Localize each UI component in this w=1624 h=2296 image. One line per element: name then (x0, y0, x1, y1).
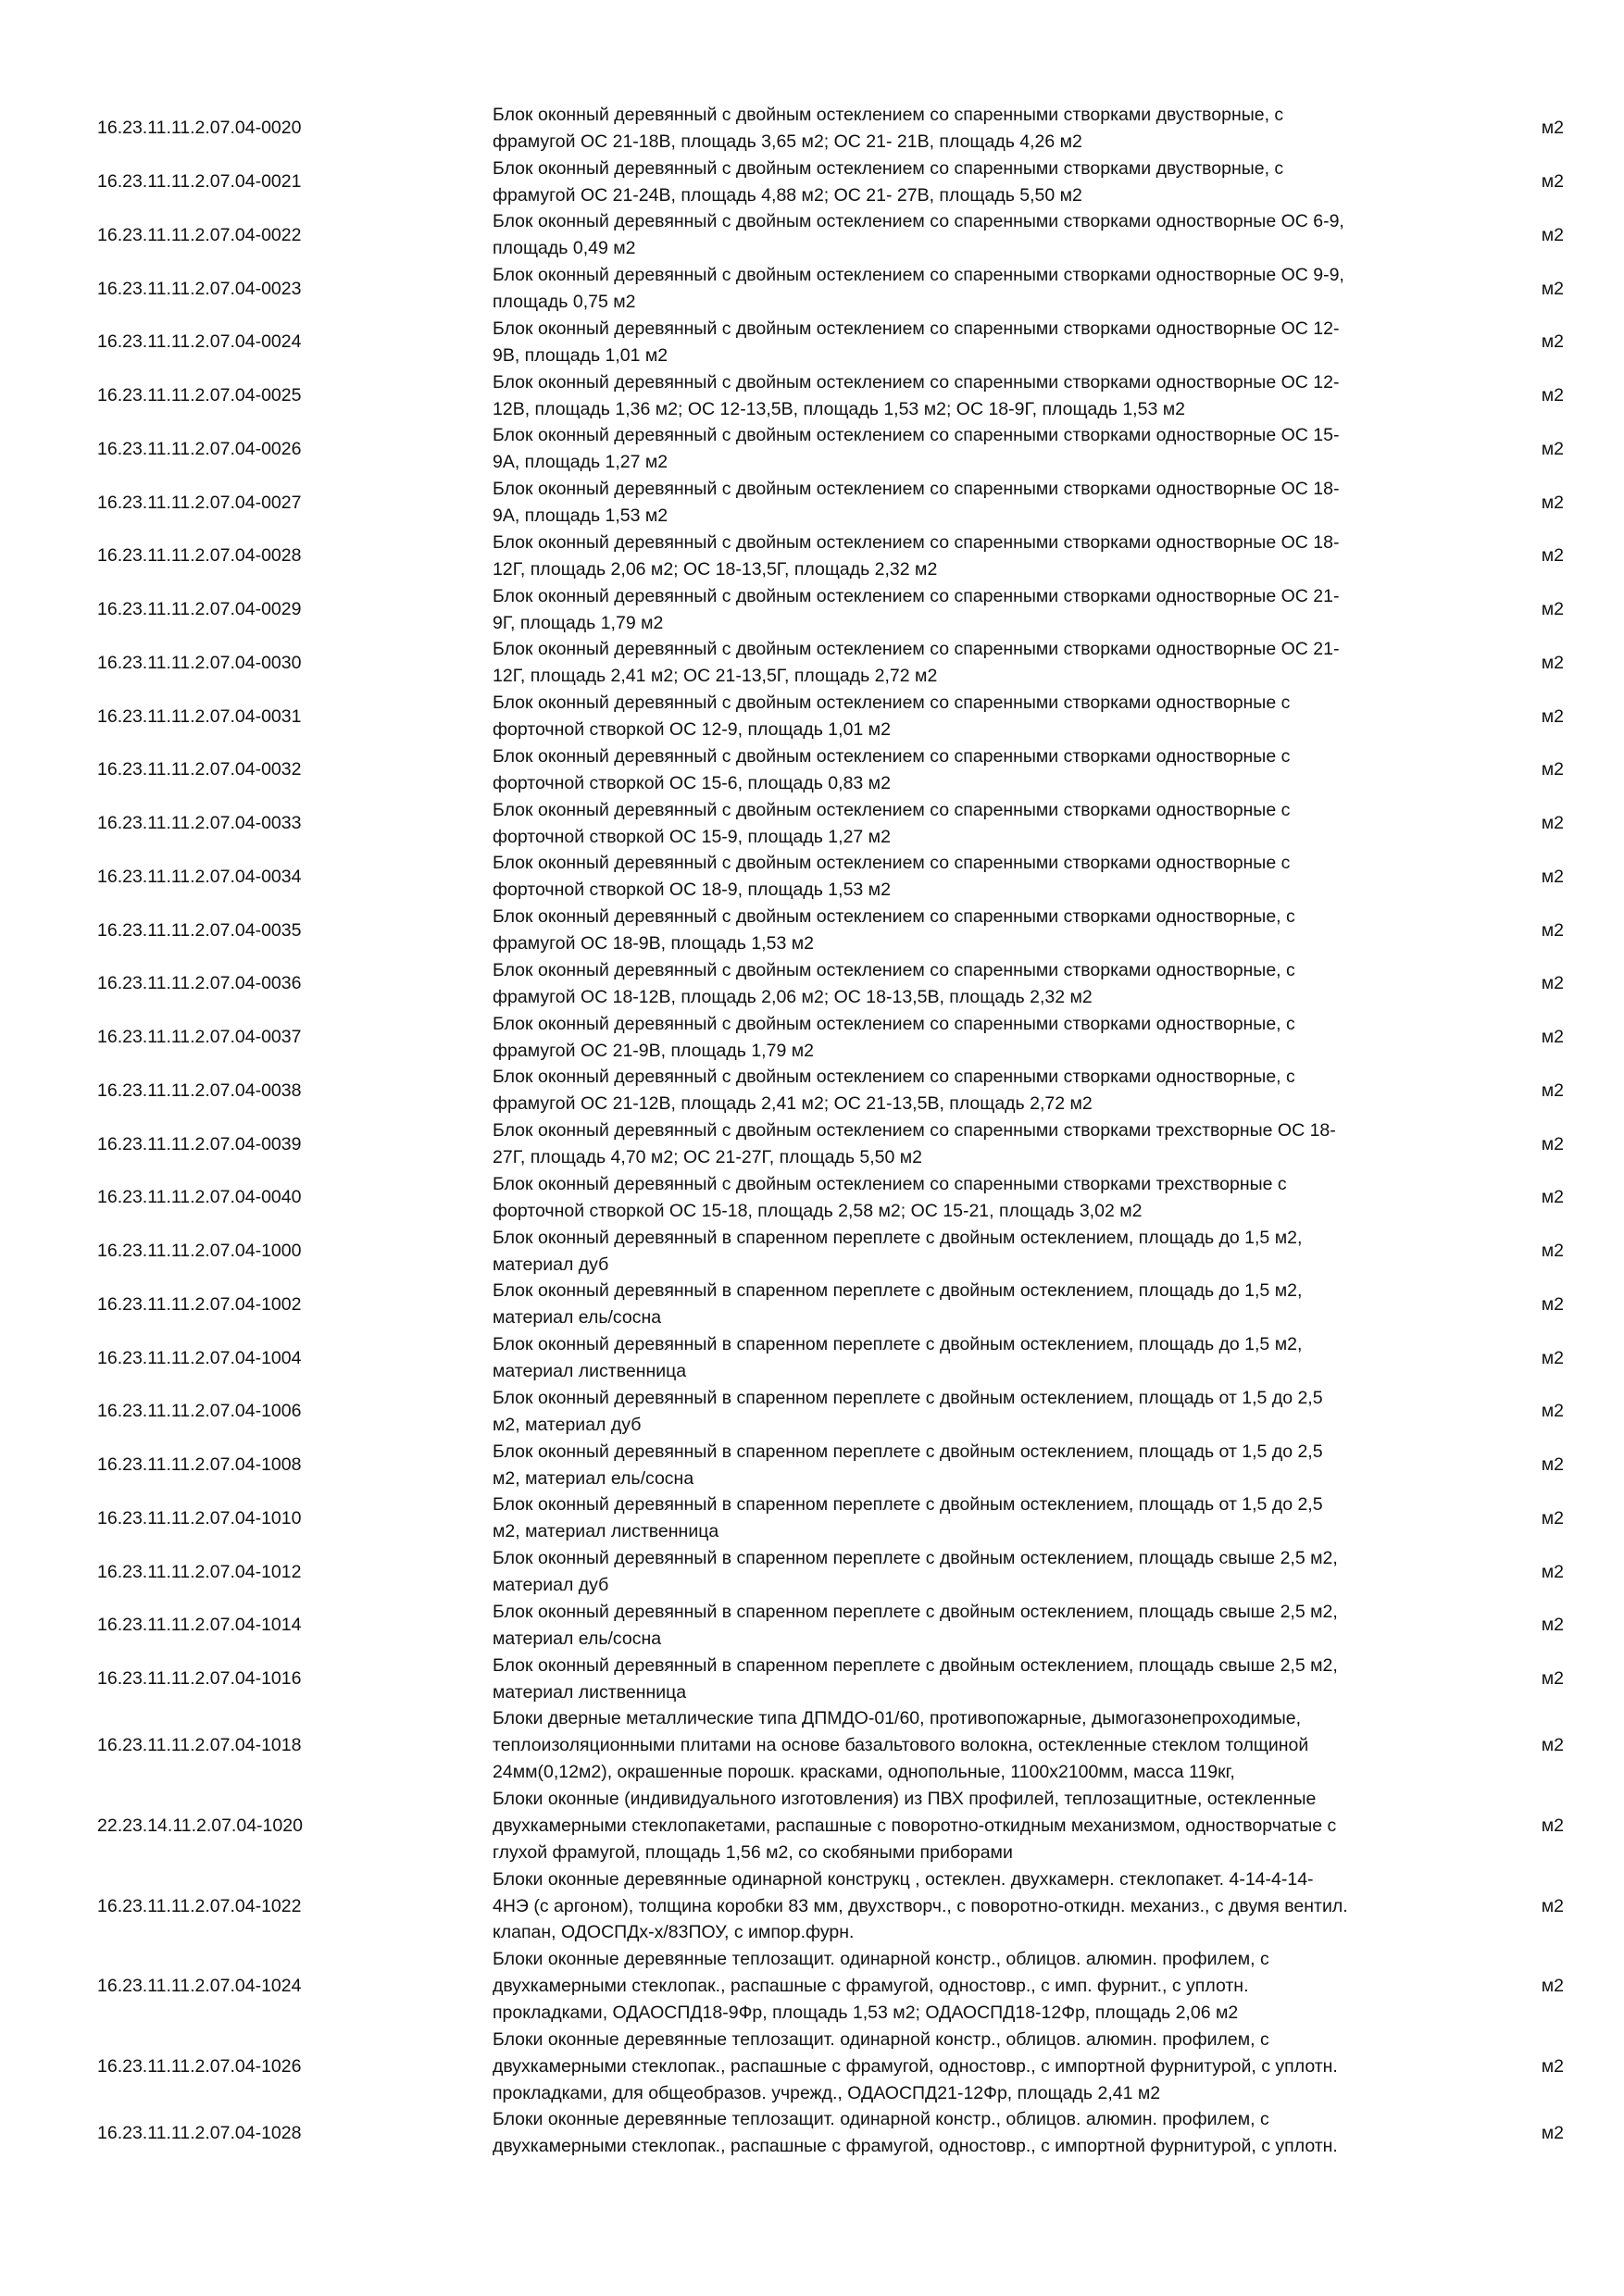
item-unit: м2 (1541, 1454, 1564, 1476)
item-unit: м2 (1541, 385, 1564, 406)
description-line: Блоки оконные деревянные одинарной конструкц , остеклен. двухкамерн. стеклопакет. 4-14-4-14- (493, 1868, 1314, 1890)
item-code: 16.23.11.11.2.07.04-1010 (97, 1507, 302, 1529)
item-description (493, 1171, 1455, 1225)
description-line: глухой фрамугой, площадь 1,56 м2, со скобяными приборами (493, 1841, 1013, 1863)
item-description (493, 1225, 1455, 1279)
item-description (493, 850, 1455, 904)
item-code: 16.23.11.11.2.07.04-0030 (97, 652, 302, 673)
description-line: Блок оконный деревянный с двойным остеклением со спаренными створками одностворные ОС 21- (493, 639, 1340, 660)
item-code: 16.23.11.11.2.07.04-1026 (97, 2055, 302, 2077)
description-line: Блок оконный деревянный в спаренном переплете с двойным остеклением, площадь свыше 2,5 м2, (493, 1601, 1338, 1622)
item-description (493, 530, 1455, 583)
item-unit: м2 (1541, 866, 1564, 887)
item-unit: м2 (1541, 545, 1564, 567)
item-description (493, 1064, 1455, 1117)
item-code: 16.23.11.11.2.07.04-0027 (97, 492, 302, 513)
item-description (493, 208, 1455, 262)
item-code: 16.23.11.11.2.07.04-0035 (97, 919, 302, 941)
description-line: Блок оконный деревянный с двойным остеклением со спаренными створками одностворные с (493, 853, 1291, 874)
item-unit: м2 (1541, 1735, 1564, 1756)
table-row (97, 1331, 1569, 1385)
description-line: прокладками, ОДАОСПД18-9Фр, площадь 1,53 м2; ОДАОСПД18-12Фр, площадь 2,06 м2 (493, 2003, 1239, 2024)
item-description (493, 957, 1455, 1011)
description-line: Блок оконный деревянный в спаренном переплете с двойным остеклением, площадь до 1,5 м2, (493, 1280, 1303, 1302)
item-description (493, 476, 1455, 530)
description-line: Блок оконный деревянный с двойным остеклением со спаренными створками одностворные ОС 9-9, (493, 265, 1344, 286)
table-row (97, 423, 1569, 477)
item-code: 16.23.11.11.2.07.04-1022 (97, 1895, 302, 1916)
item-description (493, 1599, 1455, 1653)
description-line: Блок оконный деревянный с двойным остеклением со спаренными створками двустворные, с (493, 104, 1284, 125)
item-unit: м2 (1541, 652, 1564, 673)
description-line: 12Г, площадь 2,41 м2; ОС 21-13,5Г, площадь 2,72 м2 (493, 666, 938, 687)
table-row (97, 209, 1569, 263)
table-row (97, 2106, 1569, 2160)
item-code: 16.23.11.11.2.07.04-0039 (97, 1133, 302, 1154)
description-line: Блок оконный деревянный с двойным остеклением со спаренными створками одностворные с (493, 799, 1291, 820)
description-line: двухкамерными стеклопакетами, распашные с поворотно-откидным механизмом, одностворчатые с (493, 1815, 1337, 1836)
item-unit: м2 (1541, 1241, 1564, 1262)
table-row (97, 1599, 1569, 1653)
item-unit: м2 (1541, 1401, 1564, 1422)
description-line: Блок оконный деревянный с двойным остеклением со спаренными створками одностворные с (493, 693, 1291, 714)
item-code: 16.23.11.11.2.07.04-1008 (97, 1454, 302, 1476)
item-description (493, 797, 1455, 851)
description-line: материал дуб (493, 1575, 609, 1596)
table-row (97, 904, 1569, 957)
table-row (97, 1279, 1569, 1332)
table-row (97, 476, 1569, 530)
item-unit: м2 (1541, 278, 1564, 299)
item-code: 16.23.11.11.2.07.04-0024 (97, 331, 302, 353)
description-line: фрамугой ОС 21-12В, площадь 2,41 м2; ОС 21-13,5В, площадь 2,72 м2 (493, 1093, 1093, 1115)
description-line: Блок оконный деревянный с двойным остеклением со спаренными створками трехстворные ОС 18- (493, 1120, 1336, 1142)
description-line: Блок оконный деревянный с двойным остеклением со спаренными створками одностворные ОС 15- (493, 425, 1340, 446)
description-line: 12В, площадь 1,36 м2; ОС 12-13,5В, площадь 1,53 м2; ОС 18-9Г, площадь 1,53 м2 (493, 398, 1185, 419)
description-line: Блок оконный деревянный с двойным остеклением со спаренными створками одностворные ОС 18- (493, 479, 1340, 500)
table-row (97, 743, 1569, 797)
item-unit: м2 (1541, 2055, 1564, 2077)
description-line: Блок оконный деревянный с двойным остеклением со спаренными створками одностворные ОС 21- (493, 585, 1340, 606)
description-line: фрамугой ОС 21-9В, площадь 1,79 м2 (493, 1040, 814, 1061)
item-description (493, 743, 1455, 797)
item-description (493, 369, 1455, 423)
description-line: 27Г, площадь 4,70 м2; ОС 21-27Г, площадь 5,50 м2 (493, 1147, 923, 1168)
item-code: 16.23.11.11.2.07.04-0022 (97, 224, 302, 245)
item-unit: м2 (1541, 1187, 1564, 1208)
description-line: Блок оконный деревянный в спаренном переплете с двойным остеклением, площадь свыше 2,5 м2, (493, 1654, 1338, 1676)
item-code: 16.23.11.11.2.07.04-0032 (97, 759, 302, 780)
table-row (97, 1225, 1569, 1279)
description-line: Блоки оконные деревянные теплозащит. одинарной констр., облицов. алюмин. профилем, с (493, 1949, 1269, 1970)
table-row (97, 1946, 1569, 2027)
item-code: 16.23.11.11.2.07.04-0037 (97, 1027, 302, 1048)
description-line: 9В, площадь 1,01 м2 (493, 344, 668, 366)
description-line: площадь 0,49 м2 (493, 238, 636, 259)
description-line: Блок оконный деревянный с двойным остеклением со спаренными створками одностворные ОС 12- (493, 371, 1340, 393)
description-line: двухкамерными стеклопак., распашные с фрамугой, одностовр., с импортной фурнитурой, с уплотн. (493, 2055, 1338, 2077)
item-description (493, 1117, 1455, 1171)
description-line: Блок оконный деревянный в спаренном переплете с двойным остеклением, площадь свыше 2,5 м2, (493, 1548, 1338, 1569)
item-unit: м2 (1541, 1293, 1564, 1315)
item-unit: м2 (1541, 1027, 1564, 1048)
description-line: Блок оконный деревянный с двойным остеклением со спаренными створками одностворные, с (493, 906, 1295, 928)
description-line: материал ель/сосна (493, 1628, 662, 1649)
table-row (97, 690, 1569, 743)
description-line: Блок оконный деревянный с двойным остеклением со спаренными створками одностворные ОС 18- (493, 531, 1340, 553)
description-line: Блок оконный деревянный с двойным остеклением со спаренными створками одностворные с (493, 745, 1291, 767)
item-unit: м2 (1541, 1347, 1564, 1368)
description-line: 9Г, площадь 1,79 м2 (493, 612, 664, 633)
description-line: теплоизоляционными плитами на основе базальтового волокна, остекленные стеклом толщиной (493, 1735, 1309, 1756)
description-line: 24мм(0,12м2), окрашенные порошк. красками, однопольные, 1100х2100мм, масса 119кг, (493, 1762, 1235, 1783)
item-unit: м2 (1541, 705, 1564, 727)
description-line: Блок оконный деревянный с двойным остеклением со спаренными створками одностворные, с (493, 959, 1295, 980)
item-code: 16.23.11.11.2.07.04-0025 (97, 385, 302, 406)
item-code: 16.23.11.11.2.07.04-0040 (97, 1187, 302, 1208)
price-table (97, 102, 1569, 2160)
item-description (493, 1011, 1455, 1065)
description-line: Блок оконный деревянный с двойным остеклением со спаренными створками одностворные ОС 6-9, (493, 211, 1344, 232)
description-line: форточной створкой ОС 12-9, площадь 1,01 м2 (493, 719, 891, 741)
description-line: двухкамерными стеклопак., распашные с фрамугой, одностовр., с импортной фурнитурой, с уплотн. (493, 2136, 1338, 2157)
item-unit: м2 (1541, 759, 1564, 780)
description-line: материал лиственница (493, 1361, 687, 1382)
item-description (493, 1385, 1455, 1439)
description-line: Блоки оконные деревянные теплозащит. одинарной констр., облицов. алюмин. профилем, с (493, 2028, 1269, 2050)
item-description (493, 636, 1455, 690)
item-unit: м2 (1541, 492, 1564, 513)
table-row (97, 851, 1569, 905)
item-description (493, 1331, 1455, 1385)
description-line: Блоки оконные (индивидуального изготовления) из ПВХ профилей, теплозащитные, остекленные (493, 1789, 1317, 1810)
item-code: 16.23.11.11.2.07.04-0033 (97, 813, 302, 834)
item-code: 16.23.11.11.2.07.04-1016 (97, 1668, 302, 1690)
item-unit: м2 (1541, 224, 1564, 245)
table-row (97, 637, 1569, 691)
item-description (493, 1786, 1455, 1866)
item-unit: м2 (1541, 919, 1564, 941)
item-code: 16.23.11.11.2.07.04-0031 (97, 705, 302, 727)
description-line: Блок оконный деревянный в спаренном переплете с двойным остеклением, площадь до 1,5 м2, (493, 1334, 1303, 1355)
table-row (97, 1171, 1569, 1225)
description-line: Блок оконный деревянный в спаренном переплете с двойным остеклением, площадь от 1,5 до 2,5 (493, 1387, 1323, 1408)
table-row (97, 797, 1569, 851)
item-code: 16.23.11.11.2.07.04-1012 (97, 1561, 302, 1582)
item-code: 22.23.14.11.2.07.04-1020 (97, 1815, 303, 1836)
item-description (493, 2027, 1455, 2107)
table-row (97, 1545, 1569, 1599)
description-line: прокладками, для общеобразов. учрежд., ОДАОСПД21-12Фр, площадь 2,41 м2 (493, 2082, 1161, 2103)
description-line: фрамугой ОС 21-24В, площадь 4,88 м2; ОС 21- 27В, площадь 5,50 м2 (493, 184, 1082, 206)
table-row (97, 316, 1569, 369)
description-line: Блоки дверные металлические типа ДПМДО-01/60, противопожарные, дымогазонепроходимые, (493, 1708, 1302, 1729)
description-line: фрамугой ОС 18-12В, площадь 2,06 м2; ОС 18-13,5В, площадь 2,32 м2 (493, 986, 1093, 1007)
item-unit: м2 (1541, 171, 1564, 193)
table-row (97, 530, 1569, 583)
item-unit: м2 (1541, 813, 1564, 834)
item-unit: м2 (1541, 118, 1564, 139)
table-row (97, 1492, 1569, 1546)
item-unit: м2 (1541, 438, 1564, 459)
item-description (493, 1545, 1455, 1599)
description-line: Блок оконный деревянный с двойным остеклением со спаренными створками двустворные, с (493, 157, 1284, 179)
description-line: м2, материал дуб (493, 1414, 642, 1435)
description-line: 9А, площадь 1,27 м2 (493, 452, 668, 473)
item-unit: м2 (1541, 1079, 1564, 1101)
description-line: материал дуб (493, 1254, 609, 1275)
item-code: 16.23.11.11.2.07.04-1000 (97, 1241, 302, 1262)
item-code: 16.23.11.11.2.07.04-1006 (97, 1401, 302, 1422)
description-line: фрамугой ОС 21-18В, площадь 3,65 м2; ОС 21- 21В, площадь 4,26 м2 (493, 131, 1082, 152)
item-code: 16.23.11.11.2.07.04-0029 (97, 599, 302, 620)
item-code: 16.23.11.11.2.07.04-1018 (97, 1735, 302, 1756)
table-row (97, 1439, 1569, 1492)
item-unit: м2 (1541, 1976, 1564, 1997)
item-code: 16.23.11.11.2.07.04-0028 (97, 545, 302, 567)
item-description (493, 2106, 1455, 2160)
item-unit: м2 (1541, 1561, 1564, 1582)
item-unit: м2 (1541, 1895, 1564, 1916)
item-unit: м2 (1541, 2122, 1564, 2143)
item-code: 16.23.11.11.2.07.04-0036 (97, 973, 302, 994)
table-row (97, 262, 1569, 316)
description-line: Блок оконный деревянный в спаренном переплете с двойным остеклением, площадь до 1,5 м2, (493, 1227, 1303, 1248)
table-row (97, 1786, 1569, 1866)
table-row (97, 1065, 1569, 1118)
item-description (493, 1866, 1455, 1947)
item-unit: м2 (1541, 1507, 1564, 1529)
item-code: 16.23.11.11.2.07.04-0034 (97, 866, 302, 887)
item-description (493, 1278, 1455, 1331)
item-description (493, 422, 1455, 476)
table-row (97, 1117, 1569, 1171)
description-line: Блок оконный деревянный в спаренном переплете с двойным остеклением, площадь от 1,5 до 2,5 (493, 1494, 1323, 1516)
description-line: клапан, ОДОСПДх-х/83ПОУ, с импор.фурн. (493, 1922, 855, 1943)
description-line: фрамугой ОС 18-9В, площадь 1,53 м2 (493, 933, 814, 955)
item-code: 16.23.11.11.2.07.04-0038 (97, 1079, 302, 1101)
item-description (493, 262, 1455, 316)
item-code: 16.23.11.11.2.07.04-0020 (97, 118, 302, 139)
item-code: 16.23.11.11.2.07.04-0023 (97, 278, 302, 299)
item-description (493, 316, 1455, 369)
table-row (97, 1866, 1569, 1947)
description-line: форточной створкой ОС 15-18, площадь 2,58 м2; ОС 15-21, площадь 3,02 м2 (493, 1200, 1143, 1221)
item-code: 16.23.11.11.2.07.04-1028 (97, 2122, 302, 2143)
item-unit: м2 (1541, 1815, 1564, 1836)
description-line: форточной створкой ОС 15-6, площадь 0,83 м2 (493, 772, 891, 793)
table-row (97, 1385, 1569, 1439)
table-row (97, 2027, 1569, 2107)
table-row (97, 369, 1569, 423)
table-row (97, 102, 1569, 156)
description-line: двухкамерными стеклопак., распашные с фрамугой, одностовр., с имп. фурнит., с уплотн. (493, 1976, 1249, 1997)
item-unit: м2 (1541, 599, 1564, 620)
item-code: 16.23.11.11.2.07.04-0026 (97, 438, 302, 459)
description-line: 9А, площадь 1,53 м2 (493, 505, 668, 527)
table-row (97, 156, 1569, 209)
description-line: Блок оконный деревянный с двойным остеклением со спаренными створками одностворные, с (493, 1013, 1295, 1034)
description-line: площадь 0,75 м2 (493, 292, 636, 313)
item-description (493, 1705, 1455, 1786)
description-line: материал лиственница (493, 1681, 687, 1703)
item-description (493, 583, 1455, 637)
table-row (97, 1706, 1569, 1787)
description-line: 12Г, площадь 2,06 м2; ОС 18-13,5Г, площадь 2,32 м2 (493, 558, 938, 580)
item-unit: м2 (1541, 331, 1564, 353)
item-description (493, 156, 1455, 209)
item-description (493, 102, 1455, 156)
item-description (493, 1653, 1455, 1706)
item-unit: м2 (1541, 1133, 1564, 1154)
description-line: форточной створкой ОС 18-9, площадь 1,53 м2 (493, 880, 891, 901)
description-line: материал ель/сосна (493, 1307, 662, 1329)
item-unit: м2 (1541, 1668, 1564, 1690)
description-line: 4НЭ (с аргоном), толщина коробки 83 мм, двухстворч., с поворотно-откидн. механиз., с двумя вентил. (493, 1895, 1348, 1916)
item-code: 16.23.11.11.2.07.04-1004 (97, 1347, 302, 1368)
description-line: Блок оконный деревянный с двойным остеклением со спаренными створками одностворные ОС 12- (493, 318, 1340, 339)
table-row (97, 957, 1569, 1011)
item-unit: м2 (1541, 1615, 1564, 1636)
description-line: м2, материал ель/сосна (493, 1467, 694, 1489)
description-line: Блок оконный деревянный с двойным остеклением со спаренными створками трехстворные с (493, 1173, 1287, 1194)
description-line: Блоки оконные деревянные теплозащит. одинарной констр., облицов. алюмин. профилем, с (493, 2109, 1269, 2130)
item-description (493, 690, 1455, 743)
item-description (493, 1439, 1455, 1492)
table-row (97, 583, 1569, 637)
item-description (493, 904, 1455, 957)
description-line: Блок оконный деревянный в спаренном переплете с двойным остеклением, площадь от 1,5 до 2,5 (493, 1441, 1323, 1462)
description-line: форточной створкой ОС 15-9, площадь 1,27 м2 (493, 826, 891, 847)
item-description (493, 1946, 1455, 2027)
item-description (493, 1491, 1455, 1545)
item-code: 16.23.11.11.2.07.04-1002 (97, 1293, 302, 1315)
description-line: Блок оконный деревянный с двойным остеклением со спаренными створками одностворные, с (493, 1067, 1295, 1088)
description-line: м2, материал лиственница (493, 1521, 719, 1542)
table-row (97, 1011, 1569, 1065)
item-code: 16.23.11.11.2.07.04-1014 (97, 1615, 302, 1636)
item-code: 16.23.11.11.2.07.04-1024 (97, 1976, 302, 1997)
item-unit: м2 (1541, 973, 1564, 994)
table-row (97, 1653, 1569, 1706)
item-code: 16.23.11.11.2.07.04-0021 (97, 171, 302, 193)
